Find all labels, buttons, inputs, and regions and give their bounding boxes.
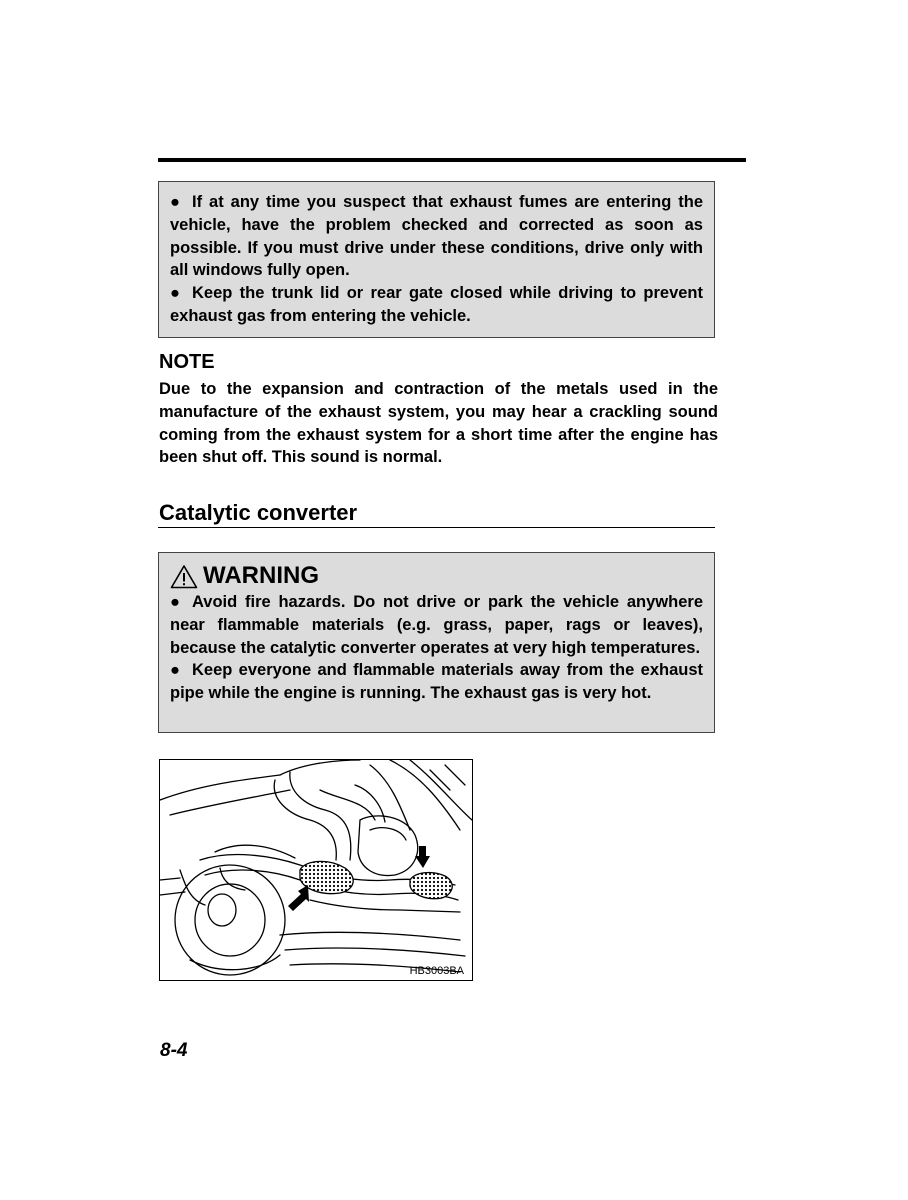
- caution-bullet-1: ● If at any time you suspect that exhaust fumes are entering the vehicle, have the problem checked and corrected as soon as possible. If you must drive under these conditions, drive only with all windows fully open.: [170, 193, 703, 280]
- caution-bullet-2: ● Keep the trunk lid or rear gate closed while driving to prevent exhaust gas from entering the vehicle.: [170, 284, 703, 325]
- exhaust-system-illustration: [160, 760, 472, 980]
- page-number: 8-4: [160, 1040, 188, 1061]
- note-heading: NOTE: [159, 351, 215, 373]
- bullet-icon: ●: [170, 593, 180, 611]
- section-rule: [158, 527, 715, 528]
- figure-code: HB3003BA: [409, 965, 464, 977]
- warning-label: WARNING: [203, 562, 319, 589]
- bullet-icon: ●: [170, 284, 180, 303]
- warning-bullet-1: ● Avoid fire hazards. Do not drive or park the vehicle anywhere near flammable materials (e.g. grass, paper, rags or leaves), because the catalytic converter operates at very high temperatures.: [170, 593, 703, 657]
- section-title: Catalytic converter: [159, 500, 358, 525]
- top-rule: [158, 158, 746, 162]
- catalytic-converter-figure: [159, 759, 473, 981]
- warning-bullet-2: ● Keep everyone and flammable materials away from the exhaust pipe while the engine is running. The exhaust gas is very hot.: [170, 661, 703, 703]
- caution-box: [158, 181, 715, 338]
- note-body: Due to the expansion and contraction of the metals used in the manufacture of the exhaust system, you may hear a crackling sound coming from the exhaust system for a short time after the engine has been shut off. This sound is normal.: [159, 380, 718, 467]
- warning-header: [170, 562, 703, 590]
- warning-triangle-icon: [170, 564, 198, 589]
- arrow-icon: [288, 885, 309, 911]
- warning-box: [158, 552, 715, 733]
- bullet-icon: ●: [170, 661, 180, 680]
- bullet-icon: ●: [170, 193, 180, 211]
